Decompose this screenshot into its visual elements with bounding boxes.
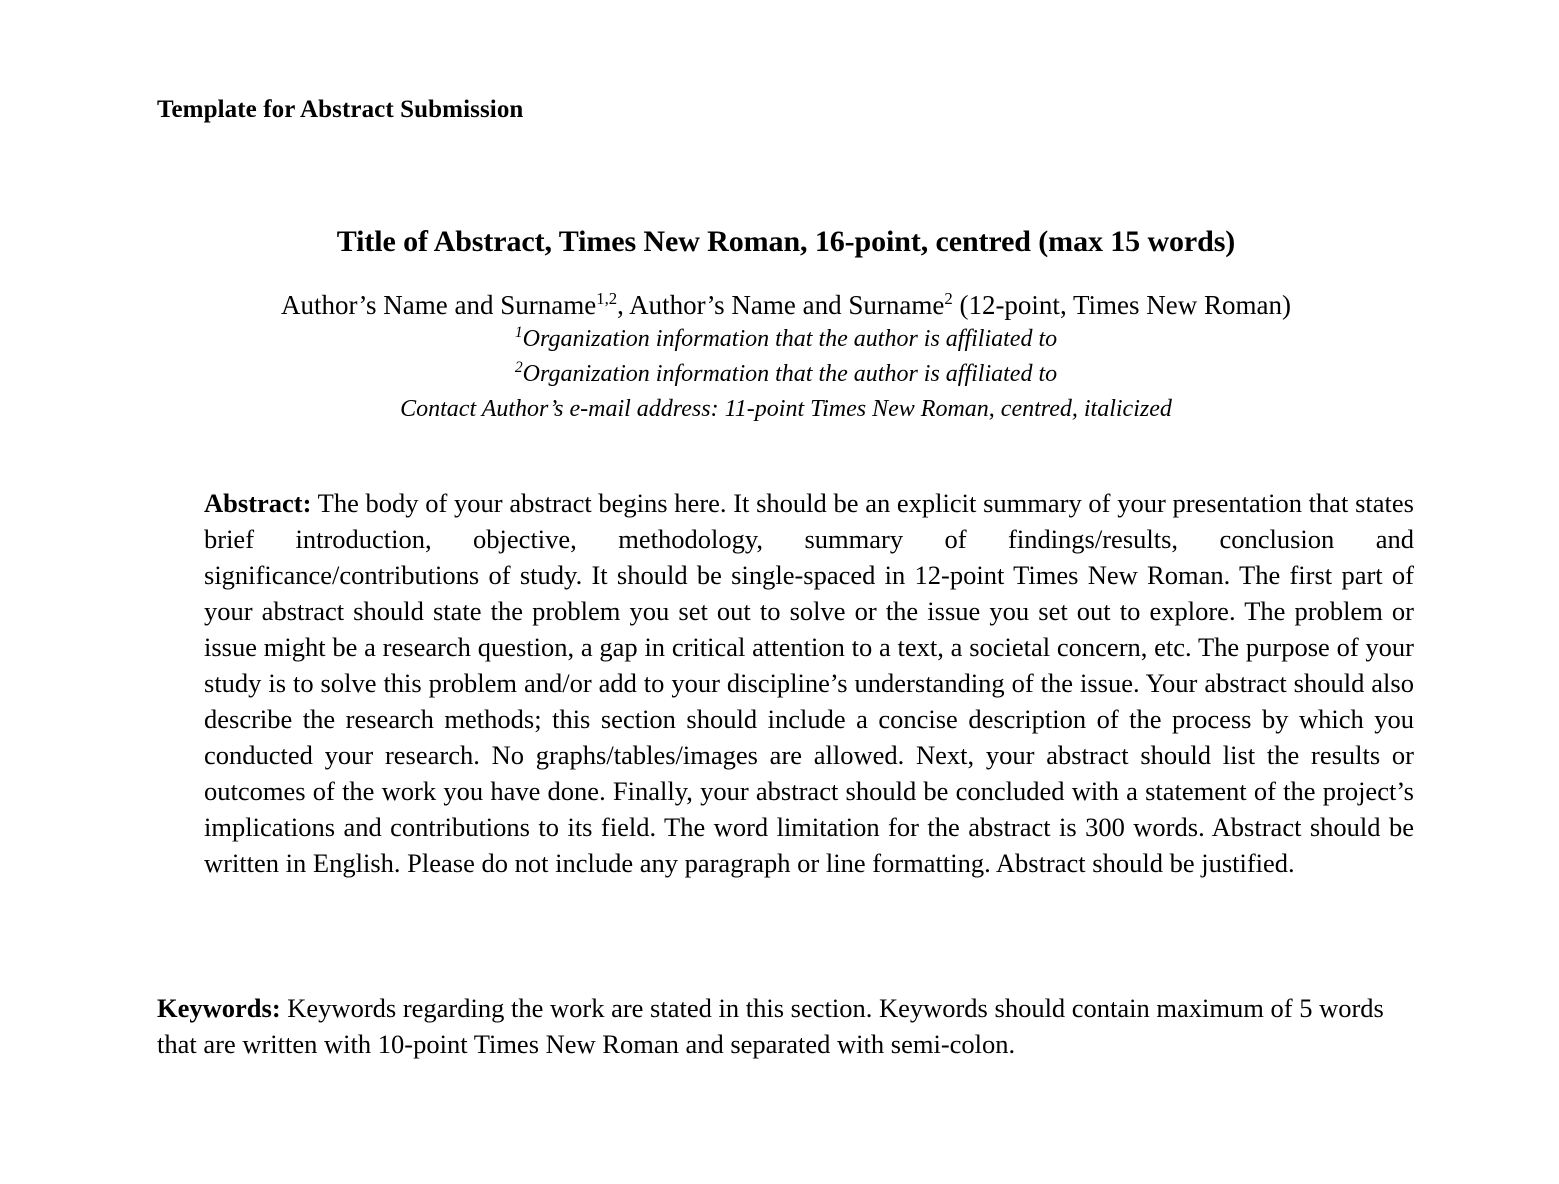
title-block (157, 224, 1415, 260)
author-name-second: , Author’s Name and Surname (617, 290, 945, 320)
authors-block (157, 288, 1415, 427)
affiliation-text-1: Organization information that the author is affiliated to (522, 326, 1058, 352)
abstract-title: Title of Abstract, Times New Roman, 16-point, centred (max 15 words) (336, 225, 1236, 258)
author-affiliation-marker-1: 1,2 (596, 289, 618, 308)
abstract-label: Abstract: (204, 488, 312, 518)
author-font-note: (12-point, Times New Roman) (952, 290, 1291, 320)
affiliation-marker-1: 1 (514, 324, 523, 341)
author-name-first: Author’s Name and Surname (281, 290, 597, 320)
affiliation-marker-2: 2 (514, 359, 523, 376)
abstract-paragraph (204, 485, 1414, 881)
keywords-text: Keywords regarding the work are stated in this section. Keywords should contain maximum of 5 words that are written with 10-point Times New Roman and separated with semi-colon. (157, 993, 1384, 1059)
affiliation-line-2 (157, 357, 1415, 392)
author-line (157, 288, 1415, 322)
document-header-title: Template for Abstract Submission (157, 96, 524, 123)
abstract-text: The body of your abstract begins here. It should be an explicit summary of your presentation that states brief introduction, objective, methodology, summary of findings/results, conclusion and significance/contributions of study. It should be single-spaced in 12-point Times New Roman. The first part of your abstract should state the problem you set out to solve or the issue you set out to explore. The problem or issue might be a research question, a gap in critical attention to a text, a societal concern, etc. The purpose of your study is to solve this problem and/or add to your discipline’s understanding of the issue. Your abstract should also describe the research methods; this section should include a concise description of the process by which you conducted your research. No graphs/tables/images are allowed. Next, your abstract should list the results or outcomes of the work you have done. Finally, your abstract should be concluded with a statement of the project’s implications and contributions to its field. The word limitation for the abstract is 300 words. Abstract should be written in English. Please do not include any paragraph or line formatting. Abstract should be justified. (204, 488, 1414, 878)
author-affiliation-marker-2: 2 (944, 289, 953, 308)
contact-email-line: Contact Author’s e-mail address: 11-point Times New Roman, centred, italicized (400, 396, 1172, 422)
keywords-label: Keywords: (157, 993, 281, 1023)
keywords-paragraph (157, 990, 1415, 1062)
affiliation-text-2: Organization information that the author is affiliated to (522, 361, 1058, 387)
affiliation-line-1 (157, 322, 1415, 357)
